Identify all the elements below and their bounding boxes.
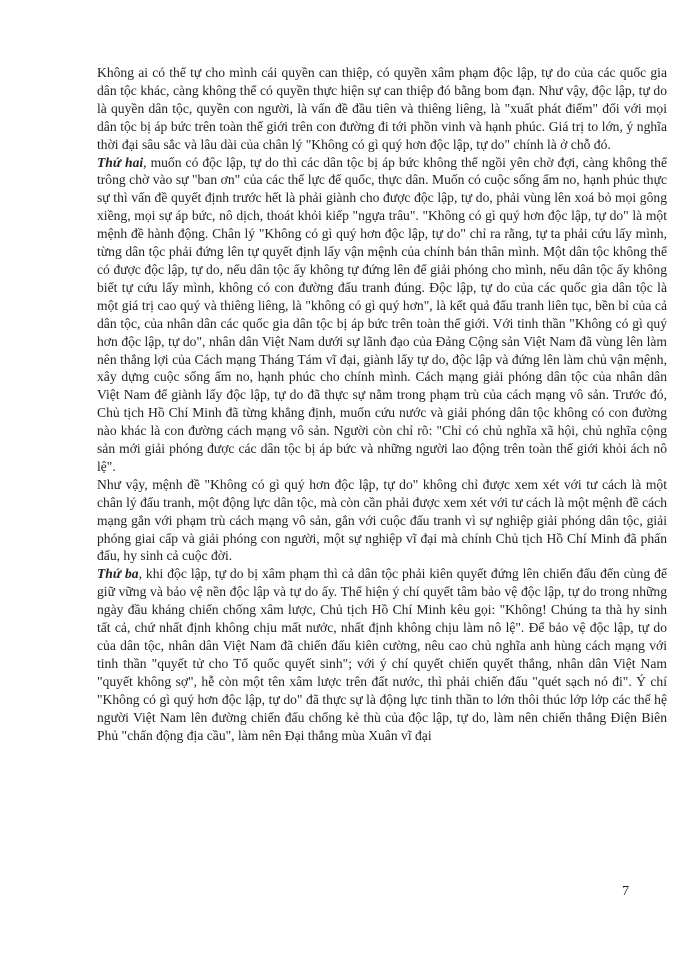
paragraph-text: , muốn có độc lập, tự do thì các dân tộc bị áp bức không thể ngồi yên chờ đợi, càng không thể trông chờ vào sự "ban ơn" của các thế lực đế quốc, thực dân. Muốn có cuộc sống ấm no, hạnh phúc thực sự thì vấn đề quyết định trước hết là phải giành cho được độc lập, tự do, phải vùng lên xoá bỏ mọi gông xiềng, mọi sự áp bức, nô dịch, thoát khỏi kiếp "ngựa trâu". "Không có gì quý hơn độc lập, tự do" là một mệnh đề hành động. Chân lý "Không có gì quý hơn độc lập, tự do" chỉ ra rằng, tự ta phải cứu lấy mình, từng dân tộc phải đứng lên tự quyết định lấy vận mệnh của chính bản thân mình. Một dân tộc không thể có được độc lập, tự do, nếu dân tộc ấy không tự đứng lên để giải phóng cho mình, nếu dân tộc ấy không biết tự cứu lấy mình, không có con đường đấu tranh đúng. Độc lập, tự do của các quốc gia dân tộc là một giá trị cao quý và thiêng liêng, là "không có gì quý hơn", là kết quả đấu tranh liên tục, bền bỉ của cả dân tộc, của nhân dân các quốc gia dân tộc bị áp bức trên toàn thế giới. Với tinh thần "Không có gì quý hơn độc lập, tự do", nhân dân Việt Nam dưới sự lãnh đạo của Đảng Cộng sản Việt Nam đã vùng lên làm nên thắng lợi của Cách mạng Tháng Tám vĩ đại, giành lấy tự do, độc lập và đứng lên làm chủ vận mệnh, xây dựng cuộc sống ấm no, hạnh phúc cho chính mình. Cách mạng giải phóng dân tộc của nhân dân Việt Nam để giành lấy độc lập, tự do đã thực sự nằm trong phạm trù của cách mạng vô sản. Trước đó, Chủ tịch Hồ Chí Minh đã từng khẳng định, muốn cứu nước và giải phóng dân tộc không có con đường nào khác là con đường cách mạng vô sản. Người còn chỉ rõ: "Chỉ có chủ nghĩa xã hội, chủ nghĩa cộng sản mới giải phóng được các dân tộc bị áp bức và những người lao động trên toàn thế giới khỏi ách nô lệ". bbox=[97, 154, 667, 474]
paragraph-3 bbox=[97, 476, 667, 566]
paragraph-lead: Thứ ba bbox=[97, 566, 139, 582]
paragraph-4 bbox=[97, 565, 667, 744]
document-body bbox=[97, 64, 667, 744]
page-number: 7 bbox=[622, 884, 629, 899]
paragraph-1 bbox=[97, 64, 667, 154]
paragraph-lead: Thứ hai bbox=[97, 154, 144, 170]
paragraph-text: Như vậy, mệnh đề "Không có gì quý hơn độc lập, tự do" không chỉ được xem xét với tư cách là một chân lý đấu tranh, một động lực dân tộc, mà còn cần phải được xem xét với tư cách là một mệnh đề cách mạng gắn với phạm trù cách mạng vô sản, gắn với cuộc đấu tranh vì sự nghiệp giải phóng dân tộc, giải phóng giai cấp và giải phóng con người, một sự nghiệp vĩ đại mà chính Chủ tịch Hồ Chí Minh đã phấn đấu, hy sinh cả cuộc đời. bbox=[97, 476, 667, 564]
paragraph-2 bbox=[97, 154, 667, 476]
paragraph-text: Không ai có thể tự cho mình cái quyền can thiệp, có quyền xâm phạm độc lập, tự do của các quốc gia dân tộc khác, càng không thể có quyền thực hiện sự can thiệp đó bằng bom đạn. Như vậy, độc lập, tự do là quyền dân tộc, quyền con người, là vấn đề đầu tiên và thiêng liêng, là "xuất phát điểm" đối với mọi dân tộc bị áp bức trên toàn thế giới trên con đường đi tới phồn vinh và hạnh phúc. Giá trị to lớn, ý nghĩa thời đại sâu sắc và lâu dài của chân lý "Không có gì quý hơn độc lập, tự do" chính là ở chỗ đó. bbox=[97, 65, 667, 152]
paragraph-text: , khi độc lập, tự do bị xâm phạm thì cả dân tộc phải kiên quyết đứng lên chiến đấu đến cùng để giữ vững và bảo vệ nền độc lập và tự do ấy. Thể hiện ý chí quyết tâm bảo vệ độc lập, tự do trong những ngày đầu kháng chiến chống xâm lược, Chủ tịch Hồ Chí Minh kêu gọi: "Không! Chúng ta thà hy sinh tất cả, chứ nhất định không chịu mất nước, nhất định không chịu làm nô lệ". Để bảo vệ độc lập, tự do của dân tộc, nhân dân Việt Nam đã chiến đấu kiên cường, nêu cao chủ nghĩa anh hùng cách mạng với tinh thần "quyết tử cho Tổ quốc quyết sinh"; với ý chí quyết chiến quyết thắng, nhân dân Việt Nam "quyết không sợ", hễ còn một tên xâm lược trên đất nước, thì phải chiến đấu "quét sạch nó đi". Ý chí "Không có gì quý hơn độc lập, tự do" đã thực sự là động lực tinh thần to lớn thôi thúc lớp lớp các thế hệ người Việt Nam lên đường chiến đấu chống kẻ thù của độc lập, tự do, làm nên chiến thắng Điện Biên Phủ "chấn động địa cầu", làm nên Đại thắng mùa Xuân vĩ đại bbox=[97, 566, 667, 743]
